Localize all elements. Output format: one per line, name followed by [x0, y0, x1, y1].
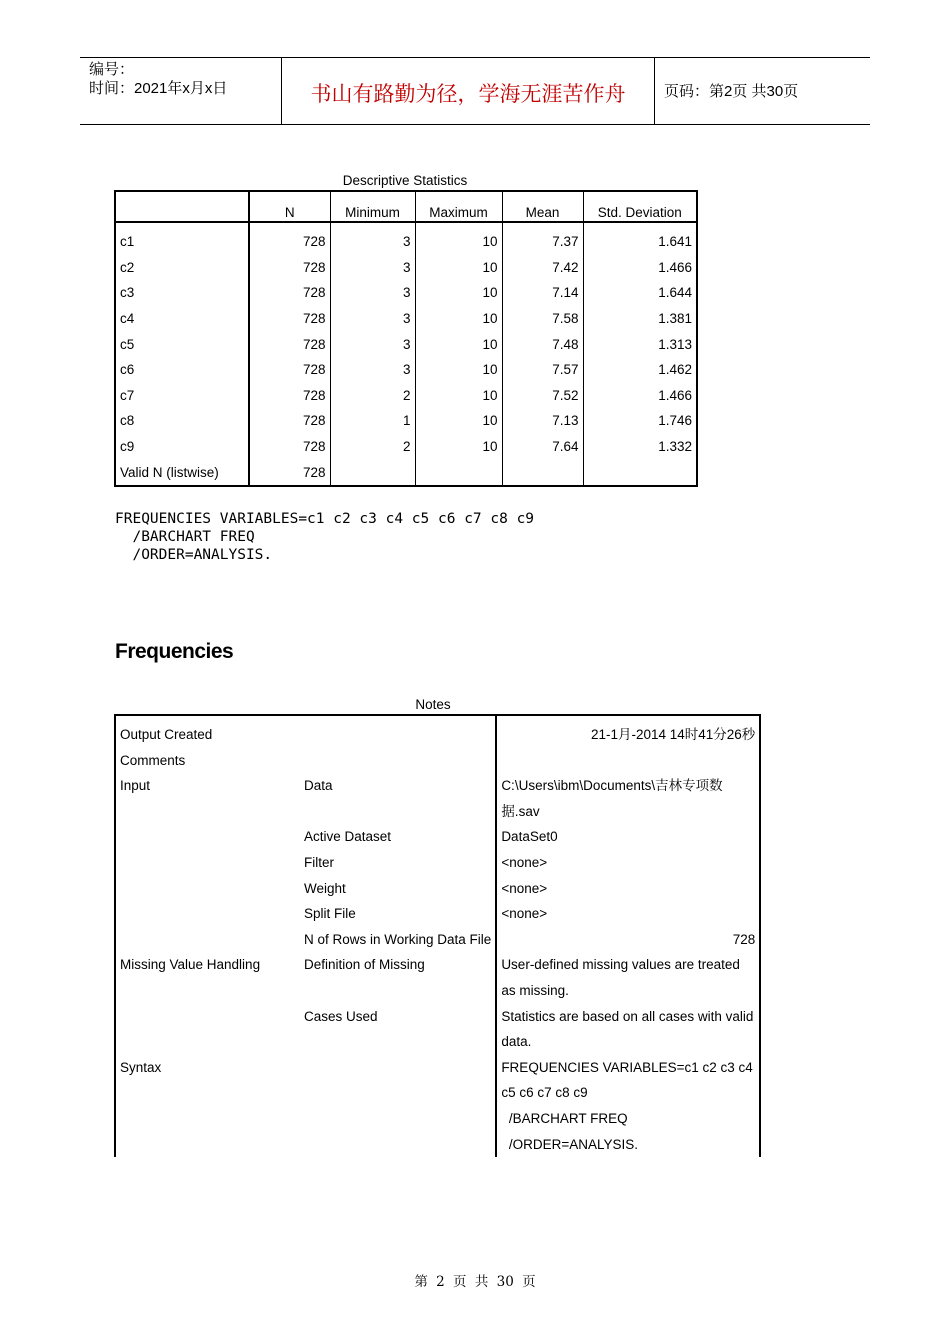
doc-number-label: 编号：: [89, 61, 135, 78]
table-cell: 10: [415, 306, 502, 332]
notes-row: [115, 715, 760, 748]
table-cell: 1.381: [658, 311, 692, 327]
table-cell: 7.58: [502, 306, 583, 332]
table-row: [115, 280, 697, 306]
column-header: Maximum: [415, 191, 502, 222]
table-cell: 1.746: [658, 413, 692, 429]
descriptive-statistics-table: [114, 190, 698, 487]
notes-cell-c3: DataSet0: [501, 829, 558, 845]
table-cell: 7.57: [502, 357, 583, 383]
notes-title: Notes: [415, 697, 451, 712]
section-heading: Frequencies: [115, 640, 234, 663]
descriptive-statistics-title: Descriptive Statistics: [342, 173, 468, 188]
table-cell: 1.641: [658, 234, 692, 250]
table-cell: 3: [330, 222, 415, 255]
row-label: c7: [115, 383, 249, 409]
notes-cell-c2: Cases Used: [296, 1004, 496, 1055]
notes-cell-c2: Split File: [296, 901, 496, 927]
row-label: Valid N (listwise): [115, 459, 249, 486]
notes-row: [115, 901, 760, 927]
table-cell: 728: [249, 459, 330, 486]
notes-cell-c1: Missing Value Handling: [120, 957, 261, 973]
row-label: c8: [115, 408, 249, 434]
syntax-line: FREQUENCIES VARIABLES=c1 c2 c3 c4 c5 c6 c7 c8 c9: [115, 511, 535, 527]
notes-cell-c1: [115, 927, 296, 953]
header-divider-right: [654, 57, 655, 125]
table-cell: [583, 459, 697, 486]
syntax-line: /ORDER=ANALYSIS.: [501, 1136, 638, 1152]
notes-row: [115, 876, 760, 902]
notes-cell-c1: [115, 901, 296, 927]
notes-cell-c1: Syntax: [120, 1059, 162, 1075]
notes-row: [115, 748, 760, 774]
notes-table: [114, 714, 761, 1157]
notes-cell-c3: 21-1月-2014 14时41分26秒: [590, 727, 756, 742]
notes-cell-c3: User-defined missing values are treated as missing.: [501, 957, 740, 998]
notes-cell-c2: [296, 1055, 496, 1157]
page-label: 页码：第2页 共30页: [664, 83, 799, 100]
table-cell: 10: [415, 222, 502, 255]
page-footer: 第 2 页 共 30 页: [414, 1274, 536, 1290]
table-cell: 728: [249, 357, 330, 383]
column-header: Mean: [502, 191, 583, 222]
table-cell: 7.52: [502, 383, 583, 409]
table-cell: 3: [330, 280, 415, 306]
syntax-line: /BARCHART FREQ: [501, 1110, 628, 1126]
row-label: c2: [115, 255, 249, 281]
table-cell: 3: [330, 357, 415, 383]
notes-cell-c2: Data: [296, 773, 496, 824]
table-cell: 728: [249, 383, 330, 409]
notes-cell-c2: [296, 748, 496, 774]
syntax-line: /BARCHART FREQ: [115, 529, 255, 545]
table-cell: 1.313: [658, 336, 692, 352]
table-row: [115, 255, 697, 281]
table-cell: 7.64: [502, 434, 583, 460]
table-cell: 10: [415, 383, 502, 409]
row-label: c3: [115, 280, 249, 306]
table-cell: 10: [415, 408, 502, 434]
table-cell: [415, 459, 502, 486]
table-cell: 2: [330, 383, 415, 409]
notes-cell-c1: Comments: [120, 752, 186, 768]
table-cell: 1.466: [658, 259, 692, 275]
column-header: N: [249, 191, 330, 222]
table-row: [115, 408, 697, 434]
notes-cell-c2: Definition of Missing: [296, 952, 496, 1003]
table-cell: 728: [249, 280, 330, 306]
notes-row: [115, 1004, 760, 1055]
notes-cell-c2: N of Rows in Working Data File: [296, 927, 496, 953]
notes-cell-c1: [115, 1004, 296, 1055]
notes-cell-c1: [115, 876, 296, 902]
notes-cell-c2: [296, 715, 496, 748]
table-cell: 1.644: [658, 285, 692, 301]
table-cell: 1: [330, 408, 415, 434]
notes-cell-c1: [115, 824, 296, 850]
row-label: c1: [115, 222, 249, 255]
syntax-block: [115, 510, 534, 564]
column-header: Std. Deviation: [583, 191, 697, 222]
table-cell: 10: [415, 255, 502, 281]
row-label: c9: [115, 434, 249, 460]
row-label: c6: [115, 357, 249, 383]
table-row: [115, 357, 697, 383]
column-header: [115, 191, 249, 222]
syntax-line: FREQUENCIES VARIABLES=c1 c2 c3 c4 c5 c6 c7 c8 c9: [501, 1059, 757, 1101]
time-label: 时间：2021年x月x日: [89, 80, 228, 97]
header-top-rule: [80, 57, 870, 58]
row-label: c5: [115, 331, 249, 357]
table-cell: 728: [249, 306, 330, 332]
notes-cell-c3: <none>: [501, 906, 548, 922]
notes-cell-c3: <none>: [501, 854, 548, 870]
notes-row: [115, 773, 760, 824]
row-label: c4: [115, 306, 249, 332]
table-cell: [330, 459, 415, 486]
notes-cell-c3: C:\Users\ibm\Documents\吉林专项数据.sav: [501, 778, 723, 819]
notes-cell-c1: Output Created: [120, 727, 213, 742]
table-cell: 10: [415, 357, 502, 383]
table-cell: 1.332: [658, 439, 692, 455]
table-cell: 1.466: [658, 387, 692, 403]
table-cell: 728: [249, 255, 330, 281]
notes-row: [115, 927, 760, 953]
header-bottom-rule: [80, 124, 870, 125]
notes-cell-c1: [115, 850, 296, 876]
notes-cell-c3: [496, 1055, 760, 1157]
table-cell: 10: [415, 434, 502, 460]
table-cell: 728: [249, 222, 330, 255]
notes-row: [115, 1055, 760, 1157]
table-row: [115, 459, 697, 486]
table-cell: 7.14: [502, 280, 583, 306]
notes-cell-c2: Weight: [296, 876, 496, 902]
notes-cell-c3: [496, 748, 760, 774]
table-row: [115, 434, 697, 460]
table-cell: [502, 459, 583, 486]
notes-cell-c3: Statistics are based on all cases with valid data.: [501, 1008, 754, 1050]
table-row: [115, 331, 697, 357]
table-row: [115, 383, 697, 409]
table-cell: 3: [330, 306, 415, 332]
table-cell: 7.37: [502, 222, 583, 255]
table-header-row: [115, 191, 697, 222]
table-cell: 728: [249, 434, 330, 460]
table-cell: 728: [249, 408, 330, 434]
notes-row: [115, 952, 760, 1003]
table-row: [115, 306, 697, 332]
table-cell: 10: [415, 280, 502, 306]
notes-row: [115, 850, 760, 876]
syntax-line: /ORDER=ANALYSIS.: [115, 547, 273, 563]
notes-row: [115, 824, 760, 850]
table-cell: 7.42: [502, 255, 583, 281]
table-cell: 728: [249, 331, 330, 357]
notes-cell-c3: 728: [732, 931, 756, 947]
notes-cell-c1: Input: [120, 778, 151, 794]
notes-cell-c2: Active Dataset: [296, 824, 496, 850]
table-cell: 1.462: [658, 362, 692, 378]
table-cell: 7.48: [502, 331, 583, 357]
header-motto: 书山有路勤为径，学海无涯苦作舟: [310, 82, 626, 106]
table-cell: 3: [330, 331, 415, 357]
table-cell: 7.13: [502, 408, 583, 434]
table-cell: 3: [330, 255, 415, 281]
table-cell: 10: [415, 331, 502, 357]
table-row: [115, 222, 697, 255]
column-header: Minimum: [330, 191, 415, 222]
table-cell: 2: [330, 434, 415, 460]
notes-cell-c2: Filter: [296, 850, 496, 876]
notes-cell-c3: <none>: [501, 880, 548, 896]
